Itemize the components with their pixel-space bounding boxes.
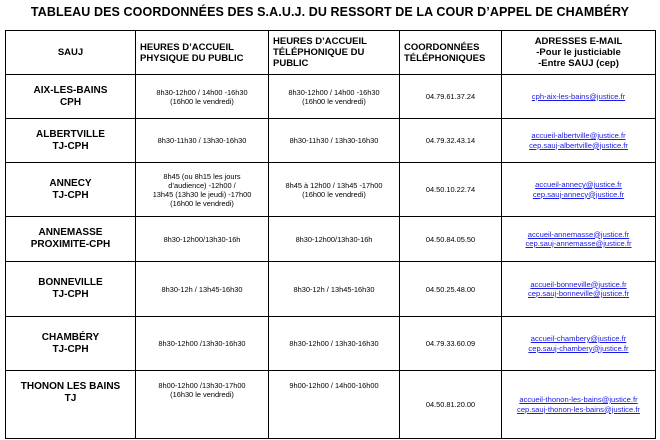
sauj-name: ANNECY — [49, 177, 92, 189]
email-link[interactable]: cep.sauj-annecy@justice.fr — [532, 189, 625, 199]
phone-cell — [400, 317, 502, 371]
telephone-hours: 8h30-12h00 / 14h00 -16h30 — [288, 87, 380, 97]
physique-hours-cell — [136, 119, 269, 163]
phone-cell — [400, 119, 502, 163]
telephone-hours: 8h30-12h / 13h45-16h30 — [293, 284, 375, 294]
email-link[interactable]: cep.sauj-bonneville@justice.fr — [528, 289, 629, 298]
physique-hours-cell — [136, 262, 269, 317]
header-telephonique: HEURES D’ACCUEIL TÉLÉPHONIQUE DU PUBLIC — [269, 31, 400, 75]
table-row — [6, 317, 656, 371]
table-row — [6, 119, 656, 163]
telephone-hours-cell — [269, 217, 400, 262]
physique-hours: d’audience) -12h00 / — [168, 180, 236, 190]
sauj-name: THONON LES BAINS — [20, 381, 121, 392]
sauj-name-cell — [6, 75, 136, 119]
table-row — [6, 262, 656, 317]
sauj-name-cell — [6, 262, 136, 317]
telephone-hours: (16h00 le vendredi) — [302, 96, 366, 106]
sauj-name: TJ-CPH — [52, 189, 89, 201]
phone-number: 04.50.25.48.00 — [425, 284, 476, 294]
phone-number: 04.79.32.43.14 — [425, 136, 476, 145]
email-cell — [502, 317, 656, 371]
physique-hours: 13h45 (13h30 le jeudi) -17h00 — [152, 189, 252, 199]
email-link[interactable]: cph-aix-les-bains@justice.fr — [531, 91, 626, 101]
sauj-name: TJ-CPH — [52, 343, 89, 355]
sauj-name: BONNEVILLE — [38, 277, 103, 288]
email-link[interactable]: cep.sauj-chambery@justice.fr — [528, 343, 629, 353]
sauj-name: AIX-LES-BAINS — [33, 84, 108, 96]
phone-cell — [400, 75, 502, 119]
email-cell — [502, 371, 656, 439]
header-coordonnees: COORDONNÉES TÉLÉPHONIQUES — [400, 31, 502, 75]
phone-cell — [400, 371, 502, 439]
phone-cell — [400, 217, 502, 262]
sauj-name: TJ-CPH — [52, 140, 89, 152]
sauj-name-cell — [6, 317, 136, 371]
telephone-hours-cell — [269, 75, 400, 119]
physique-hours: (16h00 le vendredi) — [170, 198, 234, 208]
email-cell — [502, 217, 656, 262]
email-link[interactable]: cep.sauj-thonon-les-bains@justice.fr — [517, 404, 640, 414]
physique-hours: 8h30-12h00/13h30-16h — [163, 234, 241, 244]
physique-hours: 8h30-11h30 / 13h30-16h30 — [157, 136, 247, 145]
telephone-hours-cell — [269, 317, 400, 371]
email-link[interactable]: accueil-annemasse@justice.fr — [527, 229, 630, 239]
physique-hours: 8h30-12h00 /13h30-16h30 — [158, 339, 246, 348]
sauj-name-cell — [6, 163, 136, 217]
sauj-name: ALBERTVILLE — [36, 128, 105, 140]
physique-hours: 8h45 (ou 8h15 les jours — [163, 171, 241, 181]
telephone-hours-cell — [269, 163, 400, 217]
email-link[interactable]: accueil-chambery@justice.fr — [530, 334, 627, 343]
phone-number: 04.50.84.05.50 — [425, 234, 476, 244]
physique-hours-cell — [136, 163, 269, 217]
telephone-hours: 8h30-12h00/13h30-16h — [295, 234, 373, 244]
header-adresses: ADRESSES E-MAIL -Pour le justiciable -Entre SAUJ (cep) — [502, 31, 656, 75]
header-row — [6, 31, 656, 75]
sauj-name-cell — [6, 119, 136, 163]
physique-hours-cell — [136, 75, 269, 119]
telephone-hours: 8h30-12h00 / 13h30-16h30 — [289, 339, 379, 348]
email-link[interactable]: accueil-bonneville@justice.fr — [530, 279, 627, 289]
phone-number: 04.50.10.22.74 — [425, 185, 476, 194]
email-link[interactable]: accueil-albertville@justice.fr — [531, 131, 626, 140]
sauj-name: CPH — [59, 96, 82, 108]
physique-hours-cell — [136, 371, 269, 439]
sauj-name-cell — [6, 371, 136, 439]
telephone-hours: 8h45 à 12h00 / 13h45 -17h00 — [285, 180, 383, 190]
telephone-hours-cell — [269, 262, 400, 317]
email-link[interactable]: cep.sauj-albertville@justice.fr — [529, 140, 628, 150]
sauj-name: ANNEMASSE — [38, 227, 103, 238]
sauj-name: TJ-CPH — [52, 289, 89, 300]
sauj-name: TJ — [64, 393, 77, 404]
table-row — [6, 371, 656, 439]
physique-hours: (16h30 le vendredi) — [170, 390, 234, 399]
table-row — [6, 163, 656, 217]
table-row — [6, 217, 656, 262]
header-physique: HEURES D’ACCUEIL PHYSIQUE DU PUBLIC — [136, 31, 269, 75]
email-cell — [502, 262, 656, 317]
telephone-hours: 8h30-11h30 / 13h30-16h30 — [289, 136, 379, 145]
phone-cell — [400, 163, 502, 217]
physique-hours-cell — [136, 317, 269, 371]
physique-hours-cell — [136, 217, 269, 262]
phone-number: 04.79.33.60.09 — [425, 339, 476, 348]
email-cell — [502, 163, 656, 217]
email-link[interactable]: cep.sauj-annemasse@justice.fr — [525, 239, 632, 248]
email-link[interactable]: accueil-thonon-les-bains@justice.fr — [519, 395, 638, 404]
physique-hours: 8h00-12h00 /13h30-17h00 — [158, 381, 246, 390]
telephone-hours: (16h00 le vendredi) — [302, 189, 366, 199]
physique-hours: 8h30-12h / 13h45-16h30 — [161, 284, 243, 294]
telephone-hours: 9h00-12h00 / 14h00-16h00 — [289, 381, 379, 390]
email-cell — [502, 75, 656, 119]
sauj-name-cell — [6, 217, 136, 262]
phone-number: 04.50.81.20.00 — [425, 400, 476, 409]
sauj-name: CHAMBÉRY — [41, 331, 100, 343]
telephone-hours-cell — [269, 371, 400, 439]
physique-hours: (16h00 le vendredi) — [170, 96, 234, 106]
sauj-name: PROXIMITE-CPH — [30, 239, 111, 250]
email-cell — [502, 119, 656, 163]
email-link[interactable]: accueil-annecy@justice.fr — [535, 180, 622, 189]
physique-hours: 8h30-12h00 / 14h00 -16h30 — [156, 87, 248, 97]
phone-number: 04.79.61.37.24 — [425, 92, 476, 101]
phone-cell — [400, 262, 502, 317]
header-sauj: SAUJ — [6, 31, 136, 75]
document-title: TABLEAU DES COORDONNÉES DES S.A.U.J. DU RESSORT DE LA COUR D’APPEL DE CHAMBÉRY — [30, 5, 630, 19]
table-row — [6, 75, 656, 119]
telephone-hours-cell — [269, 119, 400, 163]
sauj-table — [5, 30, 656, 439]
